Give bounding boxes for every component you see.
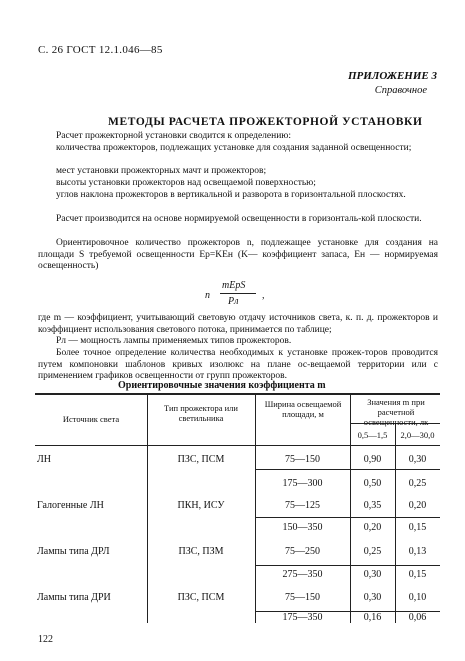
row-value-2: 0,06 — [408, 612, 427, 623]
row-width: 75—125 — [285, 500, 320, 511]
paragraph: углов наклона прожекторов в вертикальной и разворота в горизонтальной плоскостях. — [56, 190, 406, 200]
paragraph: Более точное определение количества необходимых к установке прожек-торов проводится путем компоновки шаблонов кривых изолюкс на плане ос-вещаемой территории или с применением графиков освещенности от групп прожекторов. — [38, 348, 438, 381]
coefficient-table — [35, 393, 440, 623]
appendix-label: ПРИЛОЖЕНИЕ 3 — [347, 70, 437, 82]
table-rule — [35, 393, 440, 395]
page-header: С. 26 ГОСТ 12.1.046—85 — [38, 44, 163, 56]
row-value-1: 0,90 — [363, 454, 382, 465]
row-value-1: 0,35 — [363, 500, 382, 511]
row-value-2: 0,30 — [408, 454, 427, 465]
row-width: 175—350 — [282, 612, 323, 623]
row-value-2: 0,15 — [408, 569, 427, 580]
paragraph: Ориентировочное количество прожекторов n, подлежащее установке для создания на площади S требуемой освещенности Eр=KEн (K— коэффициент запаса, Eн — нормируемая освещенность) — [38, 238, 438, 271]
row-value-1: 0,25 — [363, 546, 382, 557]
paragraph: высоты установки прожекторов над освещаемой поверхностью; — [56, 178, 316, 188]
appendix-subtitle: Справочное — [374, 85, 427, 96]
row-value-1: 0,30 — [363, 592, 382, 603]
row-source: ЛН — [37, 454, 52, 465]
fraction-bar — [220, 293, 256, 294]
row-width: 75—150 — [285, 454, 320, 465]
page-number: 122 — [38, 634, 53, 645]
row-value-1: 0,20 — [363, 522, 382, 533]
paragraph: Расчет производится на основе нормируемой освещенности в горизонталь-кой плоскости. — [56, 214, 422, 224]
row-width: 75—250 — [285, 546, 320, 557]
row-width: 150—350 — [282, 522, 323, 533]
header-values: Значения m при расчетной освещенности, лк — [363, 397, 429, 427]
table-rule — [255, 517, 440, 518]
formula-denominator: Pл — [228, 296, 239, 307]
row-value-2: 0,20 — [408, 500, 427, 511]
row-source: Галогенные ЛН — [37, 500, 104, 511]
paragraph: Расчет прожекторной установки сводится к определению: — [56, 131, 292, 141]
row-value-2: 0,25 — [408, 478, 427, 489]
row-width: 75—150 — [285, 592, 320, 603]
row-value-2: 0,15 — [408, 522, 427, 533]
row-type: ПЗС, ПЗМ — [178, 546, 224, 557]
paragraph: где m — коэффициент, учитывающий световую отдачу источников света, к. п. д. прожекторов и коэффициент использования светового потока, принимается по таблице; — [38, 313, 438, 335]
row-value-2: 0,10 — [408, 592, 427, 603]
page-title: МЕТОДЫ РАСЧЕТА ПРОЖЕКТОРНОЙ УСТАНОВКИ — [108, 116, 423, 128]
row-type: ПЗС, ПСМ — [177, 454, 225, 465]
paragraph: Pл — мощность лампы применяемых типов прожекторов. — [56, 336, 292, 346]
table-caption: Ориентировочные значения коэффициента m — [118, 380, 326, 391]
header-range-2: 2,0—30,0 — [400, 430, 435, 440]
header-width: Ширина освещаемой площади, м — [264, 399, 342, 419]
row-source: Лампы типа ДРЛ — [37, 546, 110, 557]
row-width: 175—300 — [282, 478, 323, 489]
header-source: Источник света — [62, 414, 120, 424]
formula-tail: , — [262, 290, 265, 301]
row-source: Лампы типа ДРИ — [37, 592, 111, 603]
row-value-1: 0,16 — [363, 612, 382, 623]
table-rule — [35, 445, 440, 446]
row-value-2: 0,13 — [408, 546, 427, 557]
paragraph: количества прожекторов, подлежащих установке для создания заданной освещенности; — [56, 143, 412, 153]
header-type: Тип прожектора или светильника — [164, 403, 238, 423]
formula-lhs: n — [205, 290, 210, 301]
row-type: ПКН, ИСУ — [177, 500, 225, 511]
paragraph: мест установки прожекторных мачт и прожекторов; — [56, 166, 267, 176]
table-rule — [255, 469, 440, 470]
row-value-1: 0,50 — [363, 478, 382, 489]
row-type: ПЗС, ПСМ — [177, 592, 225, 603]
formula-numerator: mEрS — [222, 280, 246, 291]
row-width: 275—350 — [282, 569, 323, 580]
table-rule — [255, 565, 440, 566]
header-range-1: 0,5—1,5 — [357, 430, 388, 440]
row-value-1: 0,30 — [363, 569, 382, 580]
